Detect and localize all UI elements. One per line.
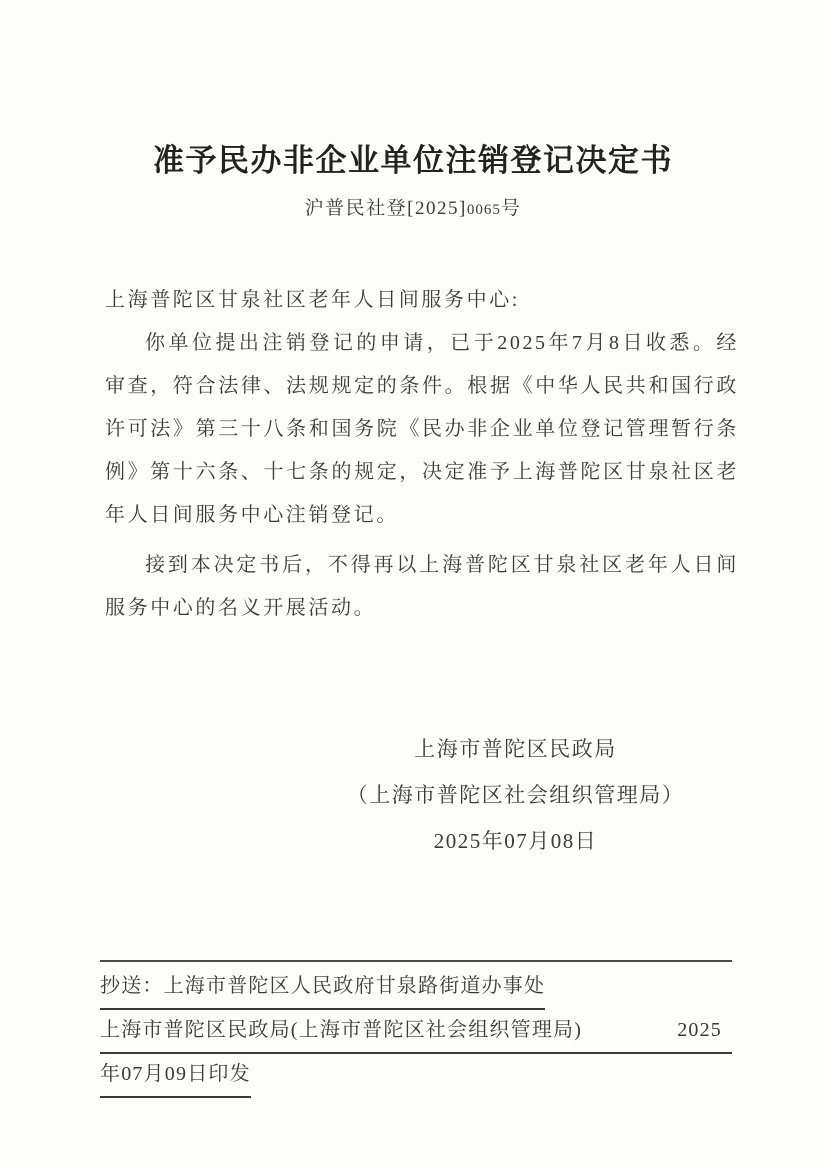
cc-line xyxy=(100,966,732,1010)
document-number-serial: 0065 xyxy=(466,202,501,218)
footer-block xyxy=(100,960,732,1098)
signature-org-alt: （上海市普陀区社会组织管理局） xyxy=(346,783,685,807)
issue-year: 2025 xyxy=(677,1019,722,1041)
body-paragraph-1: 你单位提出注销登记的申请，已于2025年7月8日收悉。经审查，符合法律、法规规定的条件。根据《中华人民共和国行政许可法》第三十八条和国务院《民办非企业单位登记管理暂行条例》第十六条、十七条的规定，决定准予上海普陀区甘泉社区老年人日间服务中心注销登记。 xyxy=(105,332,739,526)
issuer-name: 上海市普陀区民政局(上海市普陀区社会组织管理局) xyxy=(100,1019,583,1041)
issue-date-line xyxy=(100,1054,732,1098)
addressee-line: 上海普陀区甘泉社区老年人日间服务中心: xyxy=(105,289,520,311)
document-number-suffix: 号 xyxy=(500,198,522,219)
document-title: 准予民办非企业单位注销登记决定书 xyxy=(153,143,673,178)
document-number xyxy=(0,194,826,225)
document-body xyxy=(105,279,739,630)
signature-block xyxy=(343,726,688,864)
issue-date-text: 年07月09日印发 xyxy=(100,1054,251,1098)
cc-label: 抄送： xyxy=(100,975,164,997)
issuer-line xyxy=(100,1010,732,1054)
document-number-prefix: 沪普民社登[2025] xyxy=(304,198,467,219)
signature-date: 2025年07月08日 xyxy=(433,829,598,853)
cc-underlined xyxy=(100,966,545,1010)
cc-value: 上海市普陀区人民政府甘泉路街道办事处 xyxy=(163,975,546,997)
body-paragraph-2: 接到本决定书后，不得再以上海普陀区甘泉社区老年人日间服务中心的名义开展活动。 xyxy=(105,554,739,619)
signature-org: 上海市普陀区民政局 xyxy=(414,737,617,761)
